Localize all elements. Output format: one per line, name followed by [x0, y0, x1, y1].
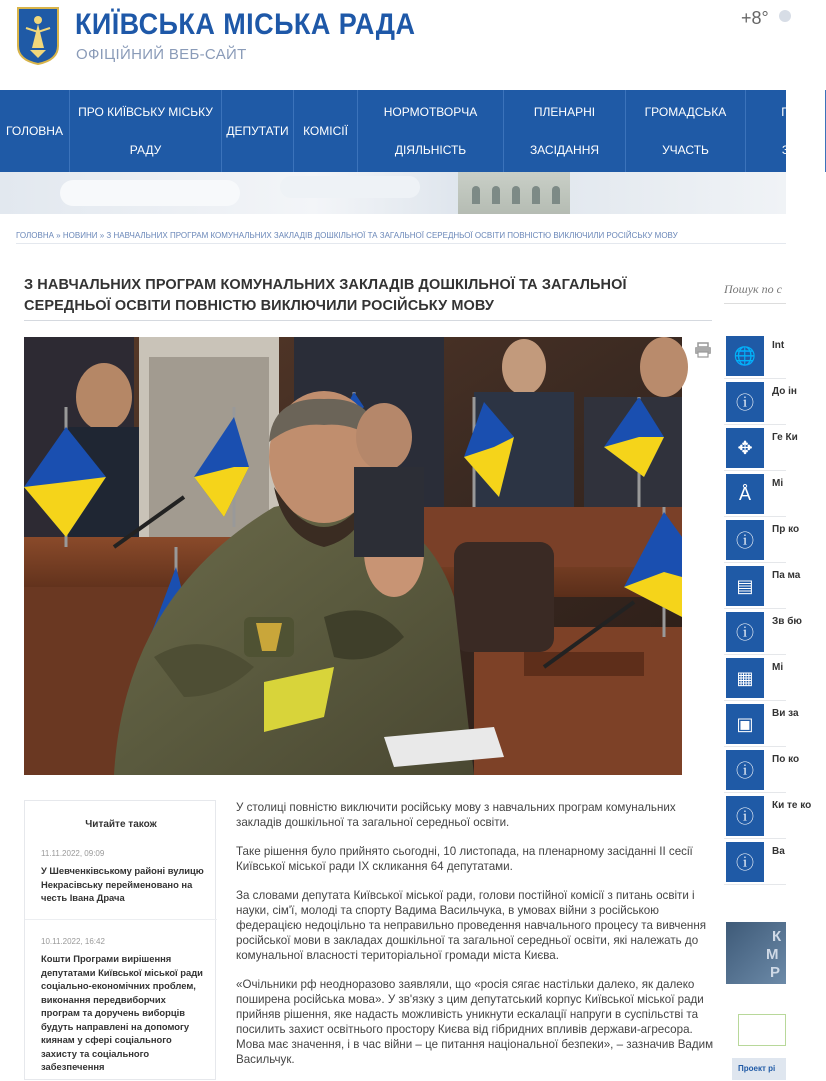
sidebar-item-label: Ви за — [772, 708, 799, 719]
info-icon: ⓘ — [726, 382, 764, 422]
nav-item-more[interactable]: П З — [746, 90, 826, 172]
sidebar-item-label: Пр ко — [772, 524, 800, 535]
sidebar-item-certificates[interactable] — [724, 701, 799, 747]
site-subtitle: ОФІЦІЙНИЙ ВЕБ-САЙТ — [76, 46, 247, 63]
search-input[interactable]: Пошук по с — [724, 282, 786, 304]
breadcrumb-current: З НАВЧАЛЬНИХ ПРОГРАМ КОМУНАЛЬНИХ ЗАКЛАДІВ ДОШКІЛЬНОЇ ТА ЗАГАЛЬНОЇ СЕРЕДНЬОЇ ОСВІТИ ПОВНІСТЮ ВИКЛЮЧИЛИ РОСІЙСЬКУ МОВУ — [106, 231, 678, 240]
divider — [25, 919, 217, 920]
breadcrumb-news[interactable]: НОВИНИ — [62, 231, 98, 240]
cloud-icon — [775, 6, 795, 26]
site-header — [0, 0, 786, 90]
news-link[interactable]: У Шевченківському районі вулицю Некрасівську перейменовано на честь Івана Драча — [41, 865, 204, 903]
sidebar-banner[interactable]: К М Р — [726, 922, 786, 984]
sidebar-item-label: Ге Ки — [772, 432, 798, 443]
sidebar-item-mi[interactable] — [724, 655, 786, 701]
divider — [24, 320, 712, 321]
sidebar-item-va[interactable] — [724, 839, 786, 885]
sidebar-widget[interactable] — [738, 1014, 786, 1046]
kyiv-coat-of-arms-icon[interactable] — [16, 6, 60, 66]
sidebar-item-access-info[interactable] — [724, 379, 797, 425]
sidebar-item-label: Ки те ко — [772, 800, 812, 811]
sidebar-item-label: Мі — [772, 478, 784, 489]
sidebar-item-label: По ко — [772, 754, 800, 765]
site-title[interactable]: КИЇВСЬКА МІСЬКА РАДА — [75, 8, 416, 41]
info-icon: ⓘ — [726, 612, 764, 652]
divider — [16, 243, 786, 244]
article-body — [236, 800, 714, 1081]
sidebar-item-label: До ін — [772, 386, 797, 397]
sidebar-item-label: Ва — [772, 846, 785, 857]
nav-item-about[interactable]: ПРО КИЇВСЬКУ МІСЬКУ РАДУ — [70, 90, 222, 172]
sidebar-item-label: Па ма — [772, 570, 801, 581]
sidebar-item-international[interactable] — [724, 333, 786, 379]
article-paragraph: «Очільники рф неодноразово заявляли, що «росія сягає настільки далеко, як далеко поширена російська мова». У зв'язку з цим депутатський корпус Київської міської ради прийняв рішення, яке надасть можливість уникнути ескалації напруги в суспільстві та посилить захист освітнього простору Києва від гібридних впливів держави-агресора. Мова має значення, і в час війни – це питання національної безпеки», – зазначив Вадим Васильчук. — [236, 978, 714, 1066]
info-icon: ⓘ — [726, 796, 764, 836]
breadcrumb-home[interactable]: ГОЛОВНА — [16, 231, 54, 240]
sidebar-item-label: Мі — [772, 662, 784, 673]
news-link[interactable]: Кошти Програми вирішення депутатами Київської міської ради соціально-економічних проблем, виконання передвиборчих програм та доручень виборців будуть направлені на допомогу киянам у сфері соціального захисту та соціального забезпечення — [41, 953, 203, 1072]
article-paragraph: За словами депутата Київської міської ради, голови постійної комісії з питань освіти і науки, сім'ї, молоді та спорту Вадима Васильчука, в умовах війни з російською федерацією недоцільно та неправильно проведення навчального процесу та вивчення російської мови в закладах дошкільної та загальної середньої освіти, які належать до комунальної власності територіальної громади міста Києва. — [236, 889, 707, 962]
globe-icon: 🌐 — [726, 336, 764, 376]
news-date: 11.11.2022, 09:09 — [41, 849, 105, 858]
nav-item-participation[interactable]: ГРОМАДСЬКА УЧАСТЬ — [626, 90, 746, 172]
info-icon: ⓘ — [726, 520, 764, 560]
printer-icon[interactable] — [694, 342, 712, 358]
read-also-title: Читайте також — [85, 819, 157, 830]
nav-item-home[interactable]: ГОЛОВНА — [0, 90, 70, 172]
map-icon: ✥ — [726, 428, 764, 468]
sidebar-item-budget[interactable] — [724, 609, 802, 655]
info-icon: ⓘ — [726, 750, 764, 790]
nav-item-commissions[interactable]: КОМІСІЇ — [294, 90, 358, 172]
article-photo — [24, 337, 682, 775]
article-title: З НАВЧАЛЬНИХ ПРОГРАМ КОМУНАЛЬНИХ ЗАКЛАДІВ ДОШКІЛЬНОЇ ТА ЗАГАЛЬНОЇ СЕРЕДНЬОЇ ОСВІТИ ПОВНІСТЮ ВИКЛЮЧИЛИ РОСІЙСЬКУ МОВУ — [24, 277, 627, 314]
sidebar-item-po[interactable] — [724, 747, 800, 793]
nav-item-lawmaking[interactable]: НОРМОТВОРЧА ДІЯЛЬНІСТЬ — [358, 90, 504, 172]
sidebar-item-kyiv-territory[interactable] — [724, 793, 812, 839]
read-also-box — [24, 800, 216, 1080]
article-paragraph: У столиці повністю виключити російську мову з навчальних програм комунальних закладів дошкільної та загальної середньої освіти. — [236, 801, 676, 829]
related-news-item[interactable] — [41, 937, 206, 1074]
sidebar-menu — [724, 333, 812, 885]
certificate-icon: ▣ — [726, 704, 764, 744]
temperature: +8° — [741, 8, 769, 28]
info-icon: ⓘ — [726, 842, 764, 882]
books-icon: ▤ — [726, 566, 764, 606]
sidebar-item-projects[interactable] — [724, 517, 800, 563]
breadcrumb: ГОЛОВНА » НОВИНИ » З НАВЧАЛЬНИХ ПРОГРАМ КОМУНАЛЬНИХ ЗАКЛАДІВ ДОШКІЛЬНОЇ ТА ЗАГАЛЬНОЇ СЕРЕДНЬОЇ ОСВІТИ ПОВНІСТЮ ВИКЛЮЧИЛИ РОСІЙСЬКУ МОВУ — [16, 231, 678, 240]
sidebar-item-geo[interactable] — [724, 425, 798, 471]
compass-icon: Å — [726, 474, 764, 514]
main-nav — [0, 90, 790, 172]
sidebar-promo[interactable]: Проект рі — [732, 1058, 786, 1080]
news-date: 10.11.2022, 16:42 — [41, 937, 105, 946]
sidebar-item-city[interactable] — [724, 471, 786, 517]
sidebar-item-materials[interactable] — [724, 563, 801, 609]
sidebar-item-label: Int — [772, 340, 785, 351]
header-banner — [0, 172, 786, 214]
sidebar-item-label: Зв бю — [772, 616, 802, 627]
article-paragraph: Таке рішення було прийнято сьогодні, 10 листопада, на пленарному засіданні ІІ сесії Київської міської ради ІХ скликання 64 депутатами. — [236, 845, 693, 873]
nav-item-deputies[interactable]: ДЕПУТАТИ — [222, 90, 294, 172]
document-icon: ▦ — [726, 658, 764, 698]
nav-item-plenary[interactable]: ПЛЕНАРНІ ЗАСІДАННЯ — [504, 90, 626, 172]
related-news-item[interactable] — [41, 849, 206, 905]
